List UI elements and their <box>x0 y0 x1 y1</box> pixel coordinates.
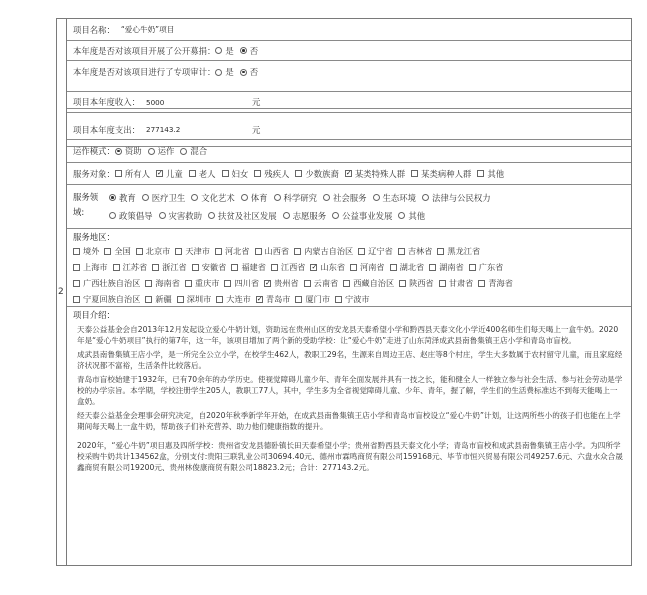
checkbox-icon <box>358 248 365 255</box>
target-women[interactable]: 妇女 <box>222 168 249 180</box>
checkbox-icon <box>478 280 485 287</box>
regions-line <box>73 260 631 275</box>
checkbox-icon <box>175 248 182 255</box>
checkbox-icon <box>255 248 262 255</box>
region-option[interactable] <box>295 294 330 305</box>
region-option[interactable] <box>439 278 474 289</box>
income-row <box>67 91 631 113</box>
radio-icon <box>323 194 330 201</box>
operation-mode-label: 运作模式： <box>73 146 115 156</box>
region-label: 全国 <box>114 246 131 256</box>
checkbox-icon <box>136 248 143 255</box>
regions-line <box>73 292 631 307</box>
region-label: 北京市 <box>145 246 171 256</box>
row-number: 2 <box>58 287 64 297</box>
checkbox-icon <box>411 170 418 177</box>
field-ecology[interactable]: 生态环境 <box>373 192 417 204</box>
radio-icon <box>332 212 339 219</box>
checkbox-icon <box>113 264 120 271</box>
radio-icon <box>159 212 166 219</box>
radio-selected-icon <box>240 47 247 54</box>
checkbox-icon <box>152 264 159 271</box>
service-regions-options <box>73 244 631 307</box>
target-all[interactable]: 所有人 <box>115 168 150 180</box>
field-public-welfare[interactable]: 公益事业发展 <box>332 210 392 222</box>
checkbox-icon <box>222 170 229 177</box>
field-culture-arts[interactable]: 文化艺术 <box>191 192 235 204</box>
radio-icon <box>215 69 222 76</box>
checkbox-icon <box>215 248 222 255</box>
target-disabled[interactable]: 残疾人 <box>254 168 289 180</box>
region-label: 吉林省 <box>407 246 433 256</box>
region-option[interactable] <box>478 278 513 289</box>
region-label: 江苏省 <box>122 262 148 272</box>
region-option[interactable] <box>390 262 425 273</box>
mode-option-mixed[interactable]: 混合 <box>180 145 207 157</box>
income-value: 5000 <box>146 97 165 107</box>
region-option[interactable] <box>215 246 250 257</box>
intro-paragraph: 经天泰公益基金会理事会研究决定，自2020年秋季新学年开始，在成武县南鲁集镇王店小学和青岛市盲校设立“爱心牛奶”计划，让这两所些小的孩子们也能在上学期间每天喝上一盒牛奶，帮助孩子们补充营养、助力他们健康指数的提升。 <box>77 411 621 431</box>
region-label: 黑龙江省 <box>447 246 481 256</box>
row-index-column <box>57 19 67 565</box>
field-disaster-relief[interactable]: 灾害救助 <box>159 210 203 222</box>
radio-icon <box>208 212 215 219</box>
region-option[interactable] <box>255 246 290 257</box>
intro-paragraph: 2020年，“爱心牛奶”项目惠及四所学校：贵州省安龙县德卧镇长田天泰希望小学；贵州省黔西县天泰文化小学；青岛市盲校和成武县南鲁集镇王店小学。为四所学校采购牛奶共计134562盒，分别支付:贵阳三联乳业公司30694.40元、德州市霖鸣商贸有限公司159168元、毕节市恒兴贸易有限公司49257.6元、六盘水众合晟鑫商贸有限公司19200元、贵州林俊康商贸有限公司18823.2元；合计：277143.2元。 <box>77 441 623 472</box>
checkbox-checked-icon <box>345 170 352 177</box>
region-option[interactable] <box>192 262 227 273</box>
region-label: 深圳市 <box>186 294 212 304</box>
checkbox-icon <box>295 296 302 303</box>
region-option[interactable] <box>294 246 353 257</box>
region-label: 境外 <box>83 246 100 256</box>
field-healthcare[interactable]: 医疗卫生 <box>142 192 186 204</box>
region-label: 湖北省 <box>399 262 425 272</box>
checkbox-icon <box>254 170 261 177</box>
intro-paragraph: 青岛市盲校始建于1932年，已有70余年的办学历史。使视觉障碍儿童少年、青年全面发展并具有一技之长，能和健全人一样独立参与社会生活、参与社会劳动是学校的办学宗旨。本学期，学校注册学生205人，教职工77人，其中，学生多为全省视觉障碍儿童、少年、青年，握了解，学生们的生活费标准达不到每天能喝上一盒奶。 <box>77 375 623 406</box>
checkbox-icon <box>304 280 311 287</box>
service-targets-label: 服务对象： <box>73 168 115 179</box>
region-option[interactable] <box>113 262 148 273</box>
expense-label: 项目本年度支出： <box>73 124 140 135</box>
region-label: 海南省 <box>155 278 180 288</box>
target-special-groups[interactable]: ✓ 某类特殊人群 <box>345 168 405 180</box>
income-unit: 元 <box>252 97 261 107</box>
income-label: 项目本年度收入： <box>73 97 140 107</box>
checkbox-icon <box>145 280 152 287</box>
region-label: 安徽省 <box>201 262 227 272</box>
radio-selected-icon <box>115 148 122 155</box>
region-label: 云南省 <box>313 278 339 288</box>
field-education[interactable]: 教育 <box>109 192 136 204</box>
expense-unit: 元 <box>252 124 261 135</box>
region-option[interactable] <box>175 246 210 257</box>
intro-paragraph: 成武县南鲁集镇王店小学，是一所完全公立小学，在校学生462人，教职工29名，生源来自周边王店、赵庄等8个村庄，学生大多数属于农村留守儿童，而且家庭经济状况都不富裕，生活条件比较落后。 <box>77 350 623 370</box>
region-option[interactable] <box>429 262 464 273</box>
region-option[interactable] <box>469 262 504 273</box>
target-elderly[interactable]: 老人 <box>189 168 216 180</box>
checkbox-icon <box>216 296 223 303</box>
region-option[interactable] <box>73 246 99 257</box>
region-label: 青海省 <box>488 278 513 288</box>
region-label: 厦门市 <box>305 294 331 304</box>
region-label: 宁波市 <box>345 294 370 304</box>
checkbox-icon <box>350 264 357 271</box>
field-research[interactable]: 科学研究 <box>274 192 318 204</box>
radio-icon <box>191 194 198 201</box>
region-label: 上海市 <box>83 262 108 272</box>
checkbox-icon <box>177 296 184 303</box>
checkbox-icon <box>390 264 397 271</box>
region-label: 广西壮族自治区 <box>83 278 141 288</box>
radio-icon <box>373 194 380 201</box>
checkbox-icon <box>189 170 196 177</box>
region-option[interactable] <box>73 278 140 289</box>
regions-line <box>73 276 631 291</box>
report-form <box>56 18 632 566</box>
region-label: 甘肃省 <box>448 278 474 288</box>
region-option[interactable] <box>310 262 345 273</box>
project-intro-text <box>73 324 623 473</box>
region-label: 山西省 <box>264 246 290 256</box>
regions-line <box>73 244 631 259</box>
mode-option-grant[interactable]: 资助 <box>115 145 142 157</box>
region-option[interactable] <box>399 278 434 289</box>
checkbox-icon <box>439 280 446 287</box>
region-option[interactable] <box>185 278 220 289</box>
checkbox-icon <box>73 264 80 271</box>
region-option[interactable] <box>231 262 266 273</box>
target-minorities[interactable]: 少数族裔 <box>295 168 339 180</box>
checkbox-icon <box>145 296 152 303</box>
region-label: 西藏自治区 <box>353 278 395 288</box>
project-intro-label: 项目介绍： <box>73 310 115 320</box>
field-volunteer[interactable]: 志愿服务 <box>283 210 327 222</box>
checkbox-checked-icon <box>256 296 263 303</box>
fundraising-label: 本年度是否对该项目开展了公开募捐： <box>73 45 216 56</box>
region-option[interactable] <box>73 262 108 273</box>
field-social-service[interactable]: 社会服务 <box>323 192 367 204</box>
radio-icon <box>422 194 429 201</box>
fundraising-option-yes[interactable]: 是 <box>215 45 233 57</box>
checkbox-icon <box>477 170 484 177</box>
service-targets-row <box>67 163 631 185</box>
region-option[interactable] <box>145 278 180 289</box>
region-label: 河南省 <box>360 262 385 272</box>
checkbox-icon <box>335 296 342 303</box>
checkbox-icon <box>104 248 111 255</box>
region-label: 宁夏回族自治区 <box>83 294 141 304</box>
region-label: 大连市 <box>226 294 251 304</box>
checkbox-icon <box>271 264 278 271</box>
region-label: 浙江省 <box>162 262 187 272</box>
radio-icon <box>274 194 281 201</box>
project-intro-row <box>67 307 631 567</box>
radio-icon <box>148 148 155 155</box>
project-name-value: “爱心牛奶”项目 <box>120 25 175 34</box>
region-label: 内蒙古自治区 <box>304 246 354 256</box>
expense-value: 277143.2 <box>146 125 181 134</box>
radio-icon <box>142 194 149 201</box>
field-other[interactable]: 其他 <box>398 210 425 222</box>
region-option[interactable] <box>136 246 171 257</box>
checkbox-icon <box>115 170 122 177</box>
intro-paragraph: 天泰公益基金会自2013年12月发起设立爱心牛奶计划，资助远在贵州山区的安龙县天泰希望小学和黔西县天泰文化小学近400名师生们每天喝上一盒牛奶。2020年是“爱心牛奶项目”执行的第7年，这一年，该项目增加了两个新的受助学校：让“爱心牛奶”走进了山东菏泽成武县南鲁集镇王店小学和青岛市盲校。 <box>77 325 619 345</box>
fundraising-option-no[interactable]: 否 <box>240 45 258 57</box>
checkbox-icon <box>231 264 238 271</box>
audit-label: 本年度是否对该项目进行了专项审计： <box>73 67 216 77</box>
checkbox-checked-icon <box>310 264 317 271</box>
region-label: 天津市 <box>185 246 210 256</box>
field-policy-advocacy[interactable]: 政策倡导 <box>109 210 153 222</box>
region-label: 陕西省 <box>409 278 434 288</box>
radio-icon <box>283 212 290 219</box>
checkbox-icon <box>343 280 350 287</box>
checkbox-icon <box>73 296 80 303</box>
service-regions-label: 服务地区： <box>73 232 115 242</box>
target-children[interactable]: ✓ 儿童 <box>156 168 183 180</box>
region-label: 广东省 <box>478 262 504 272</box>
region-option[interactable] <box>398 246 433 257</box>
checkbox-icon <box>429 264 436 271</box>
radio-icon <box>215 47 222 54</box>
region-option[interactable] <box>350 262 385 273</box>
radio-icon <box>109 212 116 219</box>
checkbox-icon <box>398 248 405 255</box>
checkbox-icon <box>73 280 80 287</box>
region-label: 重庆市 <box>194 278 220 288</box>
region-option[interactable] <box>264 278 299 289</box>
region-label: 辽宁省 <box>368 246 393 256</box>
region-option[interactable] <box>335 294 370 305</box>
region-option[interactable] <box>216 294 251 305</box>
audit-option-yes[interactable]: 是 <box>215 66 233 78</box>
service-fields-row <box>67 185 631 229</box>
checkbox-icon <box>185 280 192 287</box>
target-disease-groups[interactable]: 某类病种人群 <box>411 168 471 180</box>
target-other[interactable]: 其他 <box>477 168 504 180</box>
region-option[interactable] <box>437 246 480 257</box>
radio-icon <box>180 148 187 155</box>
project-name-row <box>67 19 631 41</box>
region-label: 河北省 <box>224 246 250 256</box>
region-label: 四川省 <box>234 278 260 288</box>
project-name-label: 项目名称： <box>73 24 115 35</box>
region-option[interactable] <box>271 262 306 273</box>
region-label: 新疆 <box>155 294 172 304</box>
checkbox-icon <box>469 264 476 271</box>
checkbox-checked-icon <box>264 280 271 287</box>
radio-selected-icon <box>240 69 247 76</box>
fundraising-row <box>67 41 631 61</box>
region-option[interactable] <box>152 262 187 273</box>
checkbox-icon <box>224 280 231 287</box>
radio-icon <box>241 194 248 201</box>
audit-option-no[interactable]: 否 <box>240 66 258 78</box>
region-label: 贵州省 <box>274 278 299 288</box>
region-option[interactable] <box>256 294 291 305</box>
region-option[interactable] <box>73 294 140 305</box>
service-fields-options <box>109 190 497 223</box>
operation-mode-row <box>67 139 631 163</box>
checkbox-icon <box>295 170 302 177</box>
region-option[interactable] <box>104 246 130 257</box>
checkbox-icon <box>192 264 199 271</box>
service-fields-label: 服务领 域: <box>73 192 99 217</box>
region-option[interactable] <box>177 294 212 305</box>
mode-option-operate[interactable]: 运作 <box>148 145 175 157</box>
region-option[interactable] <box>343 278 394 289</box>
checkbox-icon <box>73 248 80 255</box>
region-option[interactable] <box>145 294 171 305</box>
service-regions-row <box>67 229 631 307</box>
radio-icon <box>398 212 405 219</box>
region-option[interactable] <box>224 278 259 289</box>
field-poverty-community[interactable]: 扶贫及社区发展 <box>208 210 277 222</box>
region-option[interactable] <box>358 246 393 257</box>
field-law-rights[interactable]: 法律与公民权力 <box>422 192 491 204</box>
region-label: 江西省 <box>280 262 306 272</box>
region-option[interactable] <box>304 278 339 289</box>
region-label: 山东省 <box>320 262 346 272</box>
checkbox-checked-icon <box>156 170 163 177</box>
checkbox-icon <box>294 248 301 255</box>
checkbox-icon <box>437 248 444 255</box>
region-label: 青岛市 <box>265 294 291 304</box>
region-label: 湖南省 <box>439 262 464 272</box>
region-label: 福建省 <box>241 262 266 272</box>
checkbox-icon <box>399 280 406 287</box>
field-sports[interactable]: 体育 <box>241 192 268 204</box>
radio-selected-icon <box>109 194 116 201</box>
